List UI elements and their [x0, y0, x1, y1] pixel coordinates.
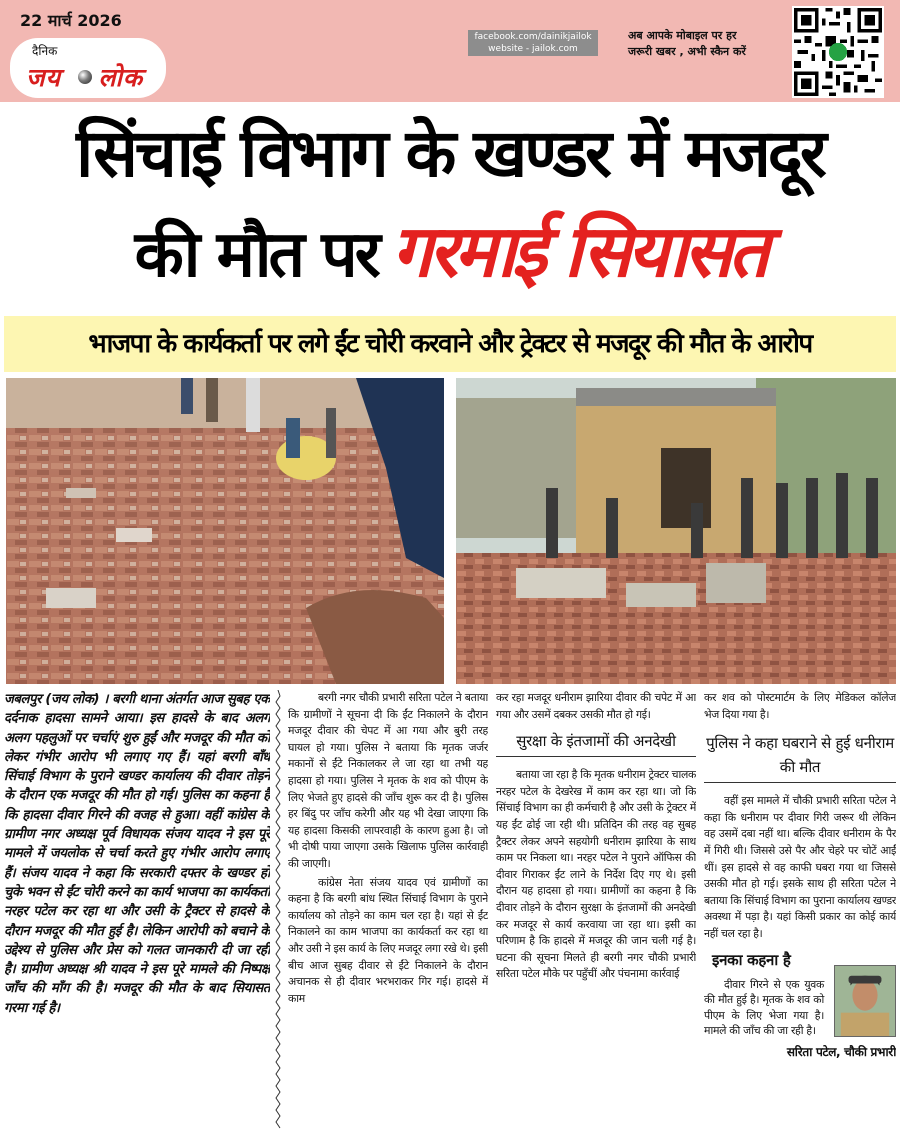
globe-icon	[78, 70, 92, 84]
headline-black-part: की मौत पर	[134, 218, 378, 292]
quote-signature: सरिता पटेल, चौकी प्रभारी	[786, 1044, 896, 1059]
qr-code-icon[interactable]	[792, 6, 884, 98]
scan-prompt-line2: जरूरी खबर , अभी स्कैन करें	[628, 45, 746, 58]
lead-paragraph: जबलपुर (जय लोक) । बरगी थाना अंतर्गत आज सुबह एक दर्दनाक हादसा सामने आया। इस हादसे के बाद अलग अलग पहलुओं पर चर्चाएं शुरु हुईं और मजदूर की मौत को लेकर गंभीर आरोप भी लगाए गए हैं। यहां बरगी बाँध सिंचाई विभाग के पुराने खण्डर कार्यालय की दीवार तोड़ने के दौरान एक मजदूर की मौत हो गई। पुलिस का कहना है कि हादसा दीवार गिरने की वजह से हुआ। वहीं कांग्रेस के ग्रामीण नगर अध्यक्ष पूर्व विधायक संजय यादव ने इस पूरे मामले में जयलोक से चर्चा करते हुए गंभीर आरोप लगाए हैं। संजय यादव ने कहा कि सरकारी दफ्तर के खण्डर हो चुके भवन से ईंट चोरी करने का कार्य भाजपा का कार्यकर्ता नरहर पटेल कर रहा था और उसी के ट्रैक्टर से हादसे के दौरान मजदूर की मौत हुई है। लेकिन आरोपी को बचाने के उद्देश्य से पुलिस और प्रेस को गलत जानकारी दी जा रही है। ग्रामीण अध्यक्ष श्री यादव ने इस पूरे मामले की निष्पक्ष जाँच की माँग की है। मजदूर की मौत के बाद सियासत गरमा गई है।	[4, 692, 270, 1016]
article-column-3	[496, 690, 696, 1130]
paragraph: कर रहा मजदूर धनीराम झारिया दीवार की चपेट में आ गया और उसमें दबकर उसकी मौत हो गई।	[496, 691, 696, 721]
facebook-link[interactable]: facebook.com/dainikjailok	[474, 32, 592, 42]
paragraph: कांग्रेस नेता संजय यादव एवं ग्रामीणों का कहना है कि बरगी बांध स्थित सिंचाई विभाग के पुराने कार्यालय को तोड़ने का काम चल रहा है। यहां से ईंट निकालने का काम भाजपा का कार्यकर्ता कर रहा था और उसी ने इस कार्य के लिए मजदूर लगा रखे थे। इसी बीच आज सुबह दीवार से ईंटे निकालने के दौरान अचानक से ही दीवार भरभराकर गिर गई। हादसे में काम	[288, 875, 488, 1005]
paragraph: कर शव को पोस्टमार्टम के लिए मेडिकल कॉलेज भेज दिया गया है।	[704, 691, 896, 721]
logo-daily-label: दैनिक	[32, 44, 58, 58]
social-links-box	[468, 30, 598, 56]
article-column-1	[4, 690, 270, 1130]
paragraph: बरगी नगर चौकी प्रभारी सरिता पटेल ने बताया कि ग्रामीणों ने सूचना दी कि ईंट निकालने के दौरान मजदूर दीवार की चेपट में आ गया और बुरी तरह घायल हो गया। पुलिस ने बताया कि मृतक जर्जर मकानों से ईंटे निकालकर ले जा रहा था तभी यह हादसा हो गया। पुलिस ने मृतक के शव को पीएम के लिए भेजते हुए हादसे की जाँच शुरू कर दी है। पुलिस हर बिंदु पर जाँच करेगी और यह भी देखा जाएगा कि यह हादसा किसकी लापरवाही के कारण हुआ है। जो भी दोषी पाया जाएगा उसके खिलाफ पुलिस कार्रवाही की जाएगी।	[288, 691, 488, 870]
section-subheading: सुरक्षा के इंतजामों की अनदेखी	[496, 729, 696, 757]
logo-name-right: लोक	[98, 63, 144, 92]
issue-date: 22 मार्च 2026	[20, 11, 122, 30]
officer-portrait	[834, 965, 896, 1037]
rubble-photo	[6, 378, 444, 684]
main-headline-line2	[0, 200, 900, 323]
logo-name-left: जय	[26, 63, 62, 92]
website-link[interactable]: website - jailok.com	[488, 44, 578, 54]
paragraph: बताया जा रहा है कि मृतक धनीराम ट्रेक्टर चालक नरहर पटेल के देखरेख में काम कर रहा था। जो कि सिंचाई विभाग का ही कर्मचारी है और उसी के ट्रेक्टर में यह ईंट ढोई जा रही थी। प्रतिदिन की तरह वह सुबह ट्रैक्टर लेकर अपने सहयोगी धनीराम झारिया के साथ काम पर निकला था। नरहर पटेल ने पुराने ऑफिस की दीवार गिराकर ईंट लाने के निर्देश दिए गए थे। इसी दौरान यह हादसा हो गया। ग्रामीणों का कहना है कि दीवार तोड़ने के दौरान सुरक्षा के इंतजामों की अनदेखी कर मजदूर से कार्य करवाया जा रहा था। इसी का परिणाम है कि हादसे में मजदूर की जान चली गई है। घटना की सूचना मिलते ही बरगी नगर चौकी प्रभारी सरिता पटेल मौके पर पहुँचीं और पंचनामा कार्रवाई	[496, 768, 696, 981]
sub-headline: भाजपा के कार्यकर्ता पर लगे ईंट चोरी करवाने और ट्रेक्टर से मजदूर की मौत के आरोप	[4, 316, 896, 372]
headline-red-part: गरमाई सियासत	[391, 209, 766, 293]
section-subheading: पुलिस ने कहा घबराने से हुई धनीराम की मौत	[704, 731, 896, 783]
column-divider	[274, 690, 282, 1130]
paragraph: वहीं इस मामले में चौकी प्रभारी सरिता पटेल ने कहा कि धनीराम पर दीवार गिरी जरूर थी लेकिन वह उसमें दबा नहीं था। बल्कि दीवार धनीराम के पैर में गिरी थी। जिससे उसे पैर और चेहरे पर चोटें आईं थीं। इस हादसे से वह काफी घबरा गया था जिससे उसकी मौत हो गई। इसके साथ ही सरिता पटेल ने बताया कि सिंचाई विभाग का पुराना कार्यालय खण्डर अवस्था में पड़ा है। यहां किसी प्रकार का कोई कार्य नहीं चल रहा है।	[704, 794, 896, 940]
quote-box	[704, 949, 896, 1109]
scan-prompt	[628, 28, 746, 60]
collapsed-building-photo	[456, 378, 896, 684]
scan-prompt-line1: अब आपके मोबाइल पर हर	[628, 29, 737, 42]
article-column-2	[288, 690, 488, 1130]
main-headline-line1: सिंचाई विभाग के खण्डर में मजदूर	[76, 115, 824, 192]
quote-title: इनका कहना है	[712, 950, 791, 969]
quote-text: दीवार गिरने से एक युवक की मौत हुई है। मृतक के शव को पीएम के लिए भेजा गया है। मामले की जाँच की जा रही है।	[704, 977, 824, 1038]
article-column-4	[704, 690, 896, 1130]
